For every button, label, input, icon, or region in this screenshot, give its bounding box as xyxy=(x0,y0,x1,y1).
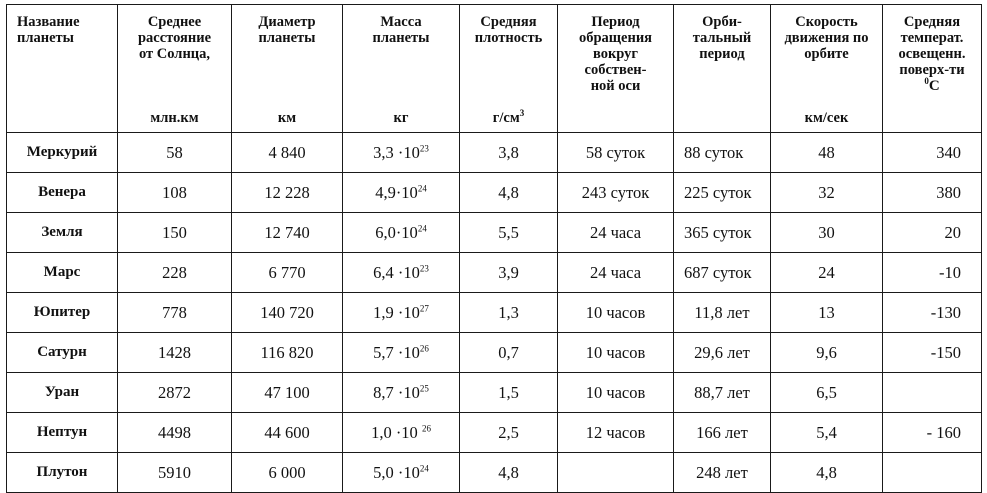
cell-mass-exp: 26 xyxy=(421,423,431,433)
header-temp-unit: С xyxy=(928,78,940,94)
cell-temp: 380 xyxy=(883,173,982,213)
cell-rotation: 24 часа xyxy=(558,253,674,293)
cell-diameter: 44 600 xyxy=(232,413,343,453)
cell-speed: 32 xyxy=(771,173,883,213)
cell-mass-exp: 24 xyxy=(419,463,429,473)
cell-speed: 24 xyxy=(771,253,883,293)
cell-orbital: 88 суток xyxy=(674,133,771,173)
cell-density: 3,8 xyxy=(460,133,558,173)
cell-density: 3,9 xyxy=(460,253,558,293)
cell-temp: -130 xyxy=(883,293,982,333)
cell-rotation: 243 суток xyxy=(558,173,674,213)
cell-mass-base: 3,3 ·10 xyxy=(373,142,420,162)
cell-speed: 9,6 xyxy=(771,333,883,373)
cell-diameter: 116 820 xyxy=(232,333,343,373)
cell-rotation: 10 часов xyxy=(558,373,674,413)
cell-name: Земля xyxy=(7,213,118,253)
header-distance-unit: млн.км xyxy=(150,110,199,126)
cell-density: 0,7 xyxy=(460,333,558,373)
cell-rotation: 10 часов xyxy=(558,293,674,333)
cell-density: 2,5 xyxy=(460,413,558,453)
cell-mass xyxy=(343,133,460,173)
cell-density: 4,8 xyxy=(460,173,558,213)
cell-mass xyxy=(343,453,460,493)
cell-density: 1,5 xyxy=(460,373,558,413)
header-name xyxy=(7,5,118,133)
cell-temp: -10 xyxy=(883,253,982,293)
header-speed xyxy=(771,5,883,133)
cell-orbital: 365 суток xyxy=(674,213,771,253)
cell-diameter: 12 228 xyxy=(232,173,343,213)
table-row xyxy=(7,453,982,493)
header-rotation xyxy=(558,5,674,133)
cell-density: 5,5 xyxy=(460,213,558,253)
cell-diameter: 6 770 xyxy=(232,253,343,293)
cell-orbital: 248 лет xyxy=(674,453,771,493)
cell-rotation: 12 часов xyxy=(558,413,674,453)
header-mass-text: Масса планеты xyxy=(372,14,430,46)
cell-speed: 13 xyxy=(771,293,883,333)
cell-mass xyxy=(343,253,460,293)
table-row xyxy=(7,373,982,413)
header-density-unit-wrap xyxy=(460,110,557,126)
planet-data-table xyxy=(6,4,982,493)
cell-mass-base: 6,0·10 xyxy=(375,222,418,242)
cell-distance: 4498 xyxy=(118,413,232,453)
cell-distance: 778 xyxy=(118,293,232,333)
cell-diameter: 47 100 xyxy=(232,373,343,413)
cell-name: Уран xyxy=(7,373,118,413)
header-diameter xyxy=(232,5,343,133)
cell-diameter: 12 740 xyxy=(232,213,343,253)
header-orbital xyxy=(674,5,771,133)
cell-orbital: 166 лет xyxy=(674,413,771,453)
cell-mass-base: 1,0 ·10 xyxy=(371,422,422,442)
header-density-text: Средняя плотность xyxy=(474,14,543,46)
header-diameter-text: Диаметр планеты xyxy=(258,14,316,46)
cell-diameter: 140 720 xyxy=(232,293,343,333)
header-temp xyxy=(883,5,982,133)
header-name-text: Название планеты xyxy=(17,14,80,46)
header-mass xyxy=(343,5,460,133)
cell-density: 1,3 xyxy=(460,293,558,333)
cell-mass-base: 4,9·10 xyxy=(375,182,418,202)
cell-name: Венера xyxy=(7,173,118,213)
cell-speed: 5,4 xyxy=(771,413,883,453)
table-row xyxy=(7,413,982,453)
header-distance xyxy=(118,5,232,133)
header-speed-text: Скорость движения по орбите xyxy=(784,14,869,62)
cell-mass xyxy=(343,173,460,213)
cell-rotation: 58 суток xyxy=(558,133,674,173)
cell-name: Юпитер xyxy=(7,293,118,333)
header-temp-text: Средняя температ. освещенн. поверх-ти xyxy=(898,14,966,78)
table-row xyxy=(7,253,982,293)
cell-orbital: 88,7 лет xyxy=(674,373,771,413)
table-row xyxy=(7,333,982,373)
header-speed-unit: км/сек xyxy=(804,110,849,126)
cell-diameter: 6 000 xyxy=(232,453,343,493)
cell-mass xyxy=(343,333,460,373)
cell-mass-exp: 25 xyxy=(419,383,429,393)
cell-name: Плутон xyxy=(7,453,118,493)
table-row xyxy=(7,213,982,253)
header-density-unit-sup: 3 xyxy=(519,108,525,119)
cell-mass xyxy=(343,373,460,413)
header-mass-unit: кг xyxy=(393,110,409,126)
table-row xyxy=(7,133,982,173)
header-orbital-text: Орби- тальный период xyxy=(692,14,752,62)
cell-temp: - 160 xyxy=(883,413,982,453)
cell-speed: 30 xyxy=(771,213,883,253)
cell-mass xyxy=(343,293,460,333)
cell-mass xyxy=(343,213,460,253)
cell-mass-exp: 24 xyxy=(417,223,427,233)
cell-mass-exp: 23 xyxy=(419,143,429,153)
cell-distance: 150 xyxy=(118,213,232,253)
header-distance-text: Среднее расстояние от Солнца, xyxy=(137,14,212,62)
cell-orbital: 225 суток xyxy=(674,173,771,213)
cell-speed: 48 xyxy=(771,133,883,173)
header-temp-unit-sup: 0 xyxy=(924,76,929,86)
cell-mass-base: 8,7 ·10 xyxy=(373,382,420,402)
cell-mass-exp: 24 xyxy=(417,183,427,193)
cell-mass-base: 5,0 ·10 xyxy=(373,462,420,482)
cell-orbital: 11,8 лет xyxy=(674,293,771,333)
table-body xyxy=(7,133,982,493)
cell-mass xyxy=(343,413,460,453)
cell-density: 4,8 xyxy=(460,453,558,493)
cell-distance: 108 xyxy=(118,173,232,213)
cell-mass-exp: 23 xyxy=(419,263,429,273)
cell-distance: 228 xyxy=(118,253,232,293)
cell-name: Сатурн xyxy=(7,333,118,373)
cell-orbital: 687 суток xyxy=(674,253,771,293)
cell-speed: 4,8 xyxy=(771,453,883,493)
cell-temp: 340 xyxy=(883,133,982,173)
cell-mass-base: 6,4 ·10 xyxy=(373,262,420,282)
cell-mass-exp: 26 xyxy=(419,343,429,353)
cell-rotation: 24 часа xyxy=(558,213,674,253)
table-row xyxy=(7,173,982,213)
cell-rotation: 10 часов xyxy=(558,333,674,373)
table-row xyxy=(7,293,982,333)
cell-speed: 6,5 xyxy=(771,373,883,413)
cell-diameter: 4 840 xyxy=(232,133,343,173)
planet-table-container xyxy=(6,4,981,482)
cell-distance: 58 xyxy=(118,133,232,173)
cell-distance: 1428 xyxy=(118,333,232,373)
cell-mass-base: 5,7 ·10 xyxy=(373,342,420,362)
header-density-unit: г/см xyxy=(492,110,520,126)
header-temp-unit-wrap xyxy=(887,78,977,94)
header-row xyxy=(7,5,982,133)
cell-distance: 5910 xyxy=(118,453,232,493)
cell-temp: -150 xyxy=(883,333,982,373)
header-diameter-unit: км xyxy=(277,110,297,126)
cell-temp: 20 xyxy=(883,213,982,253)
cell-mass-base: 1,9 ·10 xyxy=(373,302,420,322)
cell-name: Марс xyxy=(7,253,118,293)
header-density xyxy=(460,5,558,133)
cell-temp xyxy=(883,453,982,493)
cell-name: Меркурий xyxy=(7,133,118,173)
cell-distance: 2872 xyxy=(118,373,232,413)
header-rotation-text: Период обращения вокруг собствен- ной оси xyxy=(578,14,653,94)
cell-name: Нептун xyxy=(7,413,118,453)
cell-mass-exp: 27 xyxy=(419,303,429,313)
cell-temp xyxy=(883,373,982,413)
cell-orbital: 29,6 лет xyxy=(674,333,771,373)
cell-rotation xyxy=(558,453,674,493)
